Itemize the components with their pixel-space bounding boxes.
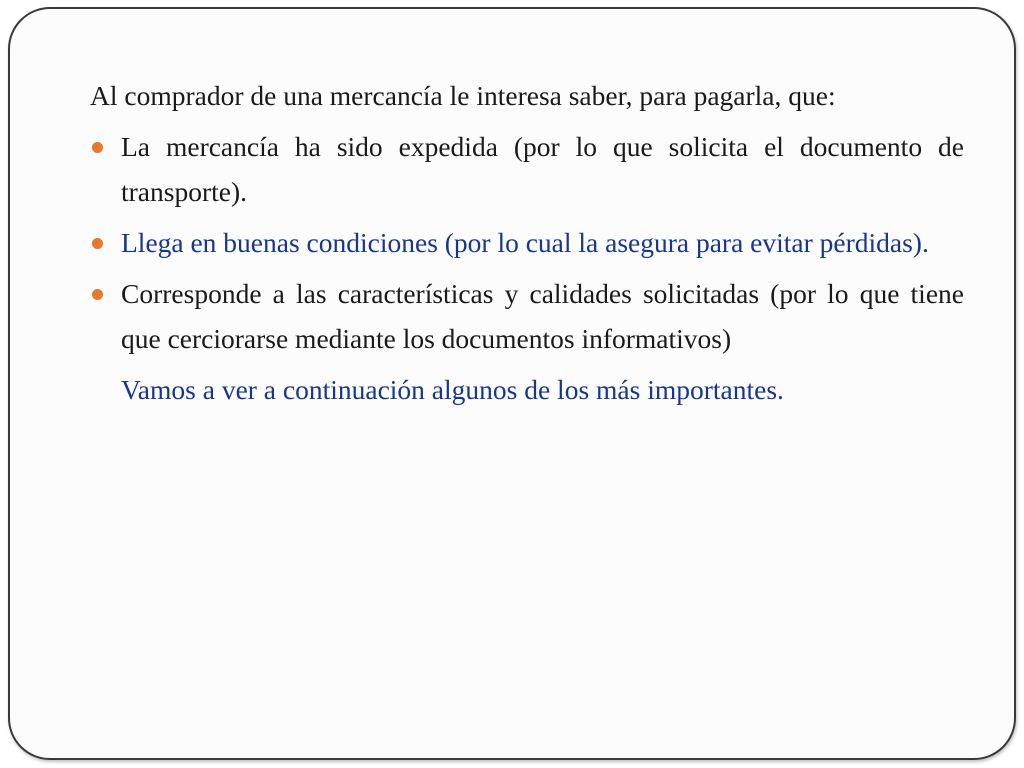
bullet-item-expedida <box>90 124 964 214</box>
bullet-dot-icon <box>92 238 103 249</box>
slide-body <box>90 73 964 412</box>
bullet-dot-icon <box>92 289 103 300</box>
bullet-text: Llega en buenas condiciones (por lo cual la asegura para evitar pérdidas). <box>121 227 929 258</box>
closing-text: Vamos a ver a continuación algunos de los más importantes. <box>121 374 784 405</box>
bullet-item-caracteristicas <box>90 271 964 361</box>
bullet-text: La mercancía ha sido expedida (por lo que solicita el documento de transporte). <box>121 131 964 207</box>
intro-text: Al comprador de una mercancía le interesa saber, para pagarla, que: <box>90 80 836 111</box>
bullet-item-condiciones <box>90 220 964 265</box>
bullet-text: Corresponde a las características y calidades solicitadas (por lo que tiene que cerciorarse mediante los documentos informativos) <box>121 278 964 354</box>
bullet-dot-icon <box>92 142 103 153</box>
